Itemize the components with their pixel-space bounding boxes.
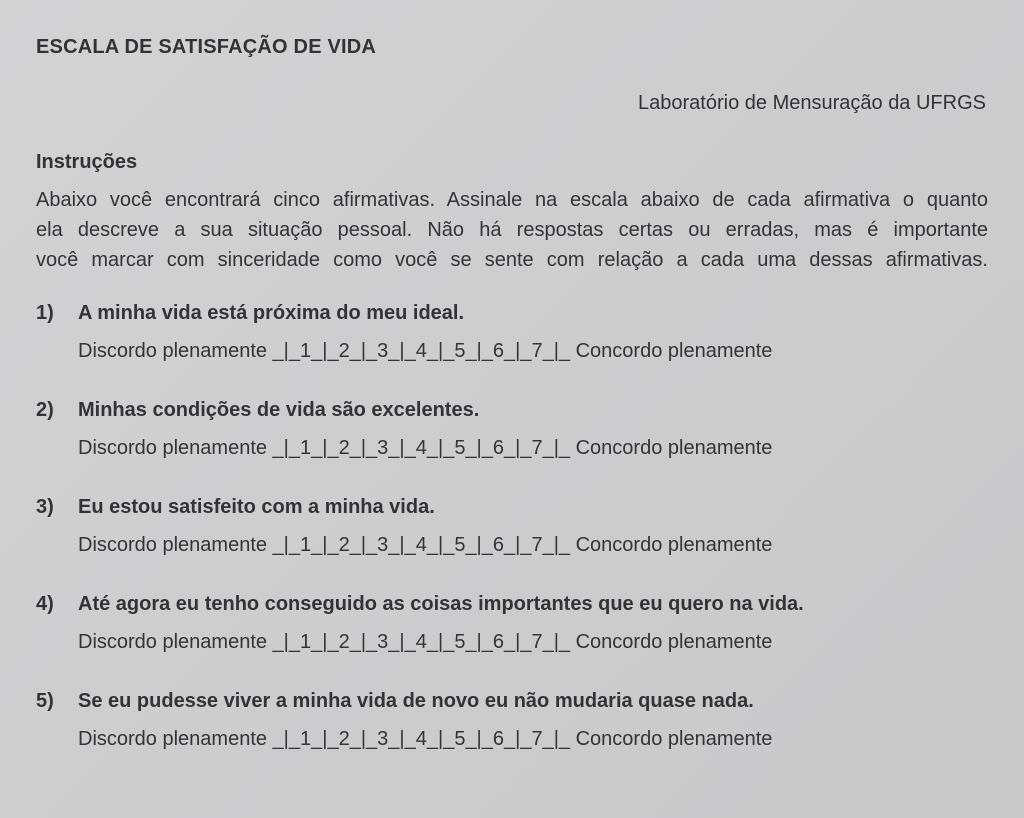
scale-left-label: Discordo plenamente xyxy=(78,340,267,362)
scale-option[interactable]: 6 xyxy=(492,728,505,750)
instructions-line: Abaixo você encontrará cinco afirmativas. Assinale na escala abaixo de cada afirmativa o quanto xyxy=(36,189,988,211)
scale-option[interactable]: 5 xyxy=(454,437,466,459)
rating-scale: Discordo plenamente _|_1_|_2_|_3_|_4_|_5_|_6_|_7_|_ Concordo plenamente xyxy=(78,534,773,556)
item-2 xyxy=(36,399,996,496)
instructions-heading: Instruções xyxy=(36,151,138,173)
item-3 xyxy=(36,496,996,593)
item-number: 5) xyxy=(36,690,54,712)
scale-option[interactable]: 3 xyxy=(377,534,389,556)
scale-right-label: Concordo plenamente xyxy=(575,534,773,556)
scale-option[interactable]: 4 xyxy=(415,534,427,556)
scale-left-label: Discordo plenamente xyxy=(78,728,267,750)
scale-option[interactable]: 5 xyxy=(454,728,466,750)
scale-option[interactable]: 7 xyxy=(531,631,543,653)
scale-option[interactable]: 7 xyxy=(531,728,543,750)
rating-scale: Discordo plenamente _|_1_|_2_|_3_|_4_|_5_|_6_|_7_|_ Concordo plenamente xyxy=(78,631,773,653)
rating-scale: Discordo plenamente _|_1_|_2_|_3_|_4_|_5_|_6_|_7_|_ Concordo plenamente xyxy=(78,340,773,362)
item-statement: Minhas condições de vida são excelentes. xyxy=(78,399,480,421)
scale-option[interactable]: 6 xyxy=(492,340,505,362)
rating-scale: Discordo plenamente _|_1_|_2_|_3_|_4_|_5_|_6_|_7_|_ Concordo plenamente xyxy=(78,728,773,750)
scale-option[interactable]: 7 xyxy=(531,340,543,362)
scale-option[interactable]: 3 xyxy=(377,340,389,362)
item-statement: Se eu pudesse viver a minha vida de novo eu não mudaria quase nada. xyxy=(78,690,754,712)
scale-option[interactable]: 1 xyxy=(300,631,312,653)
scale-right-label: Concordo plenamente xyxy=(575,340,773,362)
instructions-line-last: você marcar com sinceridade como você se sente com relação a cada uma dessas afirmativas. xyxy=(36,249,988,271)
instructions-line: ela descreve a sua situação pessoal. Não há respostas certas ou erradas, mas é importante xyxy=(36,219,988,241)
scale-option[interactable]: 2 xyxy=(338,437,350,459)
scale-option[interactable]: 4 xyxy=(415,340,427,362)
scale-option[interactable]: 5 xyxy=(454,340,466,362)
scale-option[interactable]: 4 xyxy=(415,437,427,459)
scale-option[interactable]: 1 xyxy=(300,437,312,459)
scale-right-label: Concordo plenamente xyxy=(575,631,773,653)
scale-left-label: Discordo plenamente xyxy=(78,631,267,653)
lab-name: Laboratório de Mensuração da UFRGS xyxy=(638,92,986,114)
scale-option[interactable]: 1 xyxy=(300,340,312,362)
item-5 xyxy=(36,690,996,787)
rating-scale: Discordo plenamente _|_1_|_2_|_3_|_4_|_5_|_6_|_7_|_ Concordo plenamente xyxy=(78,437,773,459)
item-statement: Até agora eu tenho conseguido as coisas importantes que eu quero na vida. xyxy=(78,593,804,615)
scale-option[interactable]: 2 xyxy=(338,728,350,750)
items-list xyxy=(36,302,996,787)
scale-option[interactable]: 6 xyxy=(492,534,505,556)
scale-option[interactable]: 1 xyxy=(300,728,312,750)
scale-option[interactable]: 2 xyxy=(338,534,350,556)
scale-option[interactable]: 2 xyxy=(338,631,350,653)
item-statement: A minha vida está próxima do meu ideal. xyxy=(78,302,465,324)
item-number: 4) xyxy=(36,593,54,615)
item-number: 1) xyxy=(36,302,54,324)
item-number: 2) xyxy=(36,399,54,421)
scale-option[interactable]: 5 xyxy=(454,534,466,556)
scale-option[interactable]: 4 xyxy=(415,631,427,653)
page-title: ESCALA DE SATISFAÇÃO DE VIDA xyxy=(36,36,377,58)
scale-right-label: Concordo plenamente xyxy=(575,437,773,459)
scale-option[interactable]: 3 xyxy=(377,728,389,750)
scale-option[interactable]: 5 xyxy=(454,631,466,653)
scale-left-label: Discordo plenamente xyxy=(78,437,267,459)
scale-option[interactable]: 7 xyxy=(531,534,543,556)
item-4 xyxy=(36,593,996,690)
item-number: 3) xyxy=(36,496,54,518)
scale-option[interactable]: 7 xyxy=(531,437,543,459)
item-statement: Eu estou satisfeito com a minha vida. xyxy=(78,496,435,518)
scale-option[interactable]: 4 xyxy=(415,728,427,750)
scale-right-label: Concordo plenamente xyxy=(575,728,773,750)
scale-option[interactable]: 3 xyxy=(377,631,389,653)
scale-option[interactable]: 2 xyxy=(338,340,350,362)
scale-option[interactable]: 1 xyxy=(300,534,312,556)
item-1 xyxy=(36,302,996,399)
scale-left-label: Discordo plenamente xyxy=(78,534,267,556)
scale-option[interactable]: 3 xyxy=(377,437,389,459)
scale-option[interactable]: 6 xyxy=(492,631,505,653)
instructions-text xyxy=(36,185,988,275)
scale-option[interactable]: 6 xyxy=(492,437,505,459)
